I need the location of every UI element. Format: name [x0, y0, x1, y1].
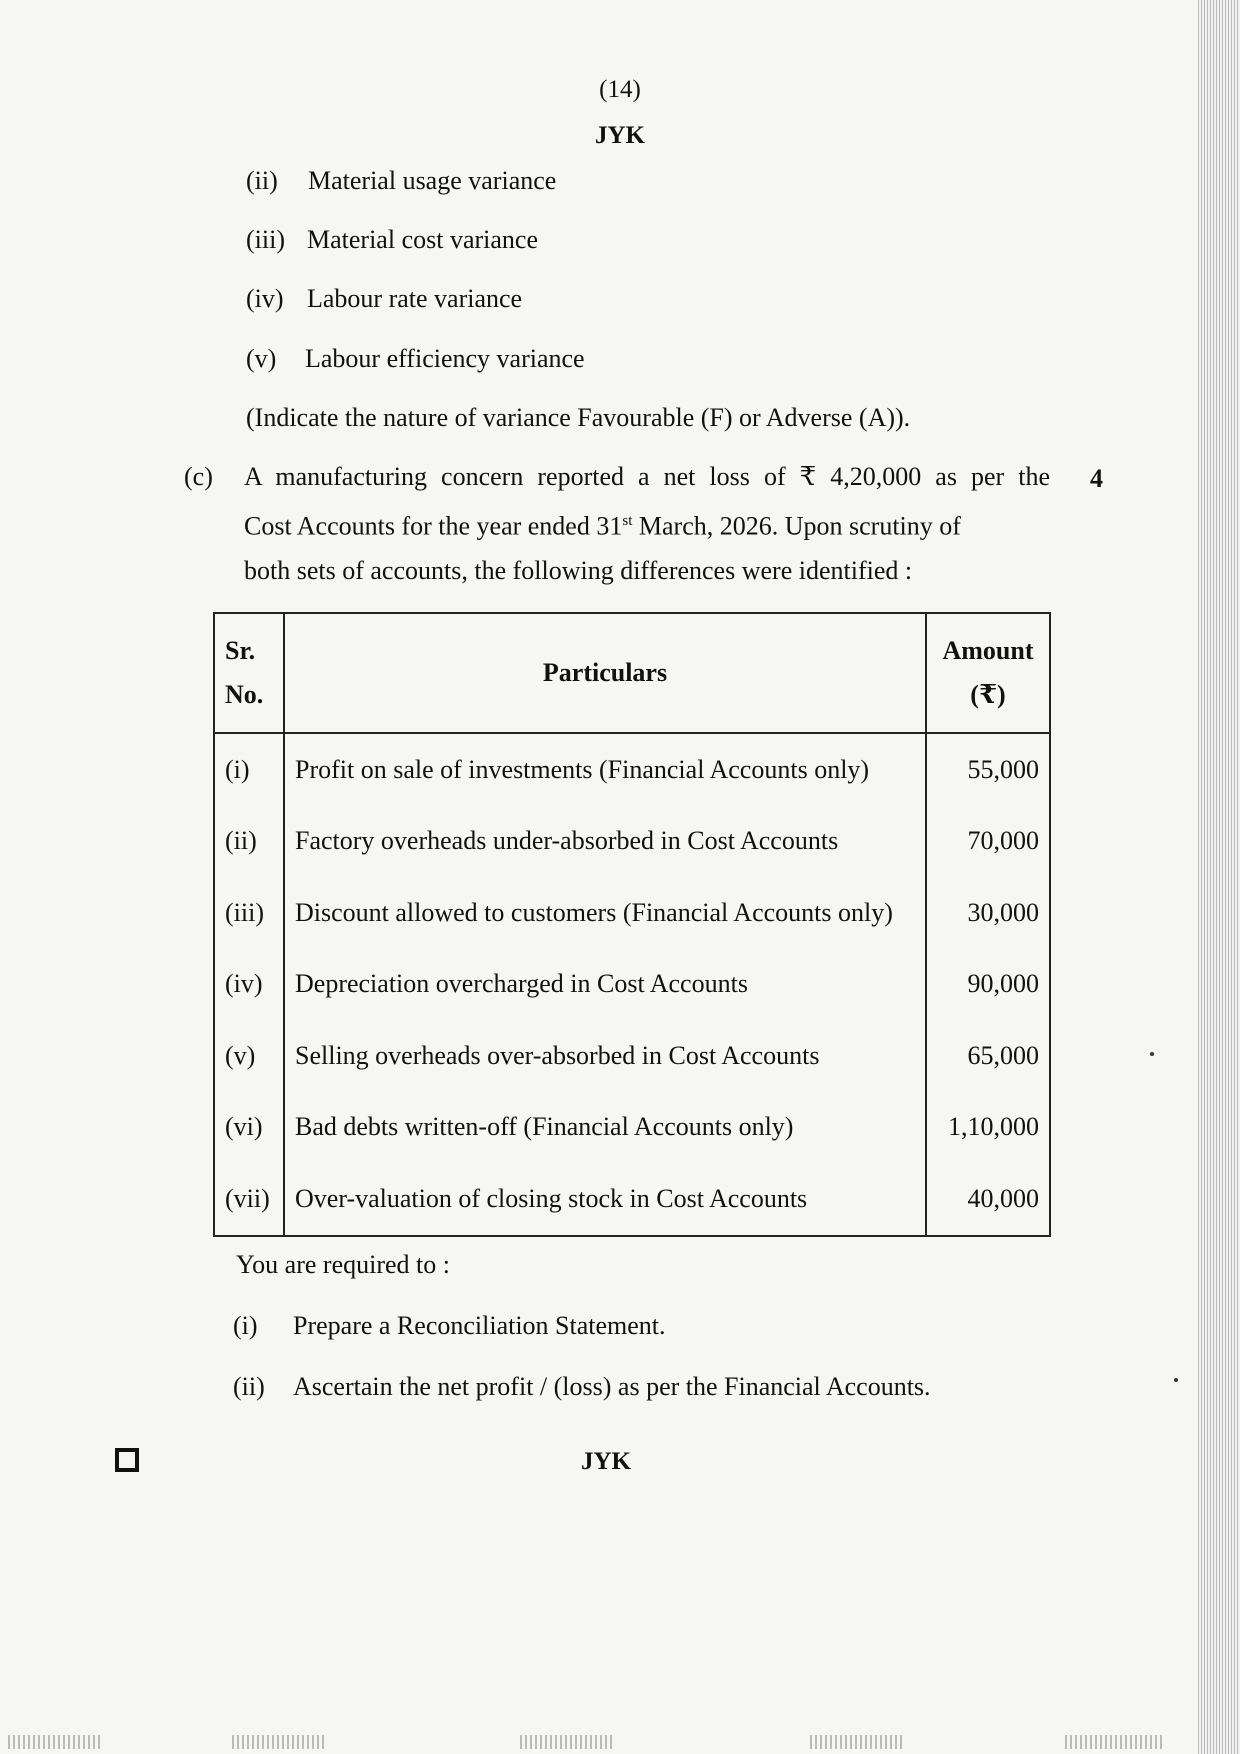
table-row	[214, 1020, 1050, 1092]
item-text: Material usage variance	[308, 166, 557, 195]
differences-table	[213, 612, 1051, 1237]
table-row	[214, 1163, 1050, 1236]
table-row	[214, 877, 1050, 949]
row-sr: (v)	[214, 1020, 284, 1092]
header-amount	[926, 613, 1050, 733]
row-particulars: Over-valuation of closing stock in Cost Accounts	[284, 1163, 926, 1236]
table-row	[214, 949, 1050, 1021]
header-text: No.	[225, 680, 264, 709]
scan-smudge	[232, 1735, 327, 1749]
required-intro: You are required to :	[236, 1250, 450, 1279]
header-text: Amount	[942, 636, 1034, 665]
header-text: Sr.	[225, 636, 256, 665]
row-particulars: Selling overheads over-absorbed in Cost Accounts	[284, 1020, 926, 1092]
item-number: (ii)	[246, 166, 278, 195]
item-text: Labour efficiency variance	[305, 344, 585, 373]
question-line-part: Cost Accounts for the year ended 31	[244, 511, 623, 541]
variance-item	[246, 344, 585, 374]
row-sr: (iv)	[214, 949, 284, 1021]
item-number: (iv)	[246, 284, 284, 313]
page-number: (14)	[599, 76, 641, 103]
header-text: (₹)	[970, 680, 1006, 709]
row-amount: 70,000	[926, 806, 1050, 878]
row-particulars: Factory overheads under-absorbed in Cost Accounts	[284, 806, 926, 878]
question-line: A manufacturing concern reported a net loss of ₹ 4,20,000 as per the	[244, 462, 1050, 491]
item-text: Prepare a Reconciliation Statement.	[293, 1311, 666, 1340]
binding-edge	[1198, 0, 1240, 1754]
scan-smudge	[520, 1735, 615, 1749]
item-number: (v)	[246, 344, 277, 373]
row-particulars: Profit on sale of investments (Financial Accounts only)	[284, 733, 926, 806]
item-text: Labour rate variance	[307, 284, 523, 313]
question-label: (c)	[184, 462, 213, 491]
row-amount: 55,000	[926, 733, 1050, 806]
question-text	[244, 455, 1050, 593]
row-sr: (ii)	[214, 806, 284, 878]
scan-smudge	[810, 1735, 905, 1749]
row-sr: (i)	[214, 733, 284, 806]
row-amount: 90,000	[926, 949, 1050, 1021]
table-header-row	[214, 613, 1050, 733]
paper-code-top: JYK	[595, 122, 645, 149]
item-number: (iii)	[246, 225, 285, 254]
superscript: st	[622, 513, 633, 529]
row-particulars: Discount allowed to customers (Financial Accounts only)	[284, 877, 926, 949]
row-amount: 40,000	[926, 1163, 1050, 1236]
row-sr: (vi)	[214, 1092, 284, 1164]
paper-code-bottom: JYK	[581, 1448, 631, 1475]
variance-note: (Indicate the nature of variance Favourable (F) or Adverse (A)).	[246, 403, 911, 432]
table-row	[214, 733, 1050, 806]
item-text: Material cost variance	[307, 225, 538, 254]
question-line	[244, 499, 1050, 549]
row-sr: (iii)	[214, 877, 284, 949]
item-number: (ii)	[233, 1372, 265, 1401]
speck	[1174, 1378, 1178, 1382]
row-amount: 1,10,000	[926, 1092, 1050, 1164]
row-sr: (vii)	[214, 1163, 284, 1236]
item-text: Ascertain the net profit / (loss) as per the Financial Accounts.	[293, 1372, 931, 1401]
variance-item	[246, 166, 556, 196]
table-row	[214, 806, 1050, 878]
row-particulars: Bad debts written-off (Financial Accounts only)	[284, 1092, 926, 1164]
table-row	[214, 1092, 1050, 1164]
question-marks: 4	[1090, 464, 1103, 493]
required-item	[233, 1311, 666, 1341]
required-item	[233, 1372, 931, 1402]
variance-item	[246, 284, 522, 314]
scan-smudge	[1065, 1735, 1165, 1749]
question-line: both sets of accounts, the following differences were identified :	[244, 555, 913, 585]
variance-item	[246, 225, 538, 255]
scan-smudge	[8, 1735, 103, 1749]
header-sr-no	[214, 613, 284, 733]
speck	[1150, 1052, 1154, 1056]
row-amount: 65,000	[926, 1020, 1050, 1092]
row-particulars: Depreciation overcharged in Cost Accounts	[284, 949, 926, 1021]
question-line-part: March, 2026. Upon scrutiny of	[632, 511, 961, 541]
row-amount: 30,000	[926, 877, 1050, 949]
header-particulars: Particulars	[284, 613, 926, 733]
item-number: (i)	[233, 1311, 258, 1340]
